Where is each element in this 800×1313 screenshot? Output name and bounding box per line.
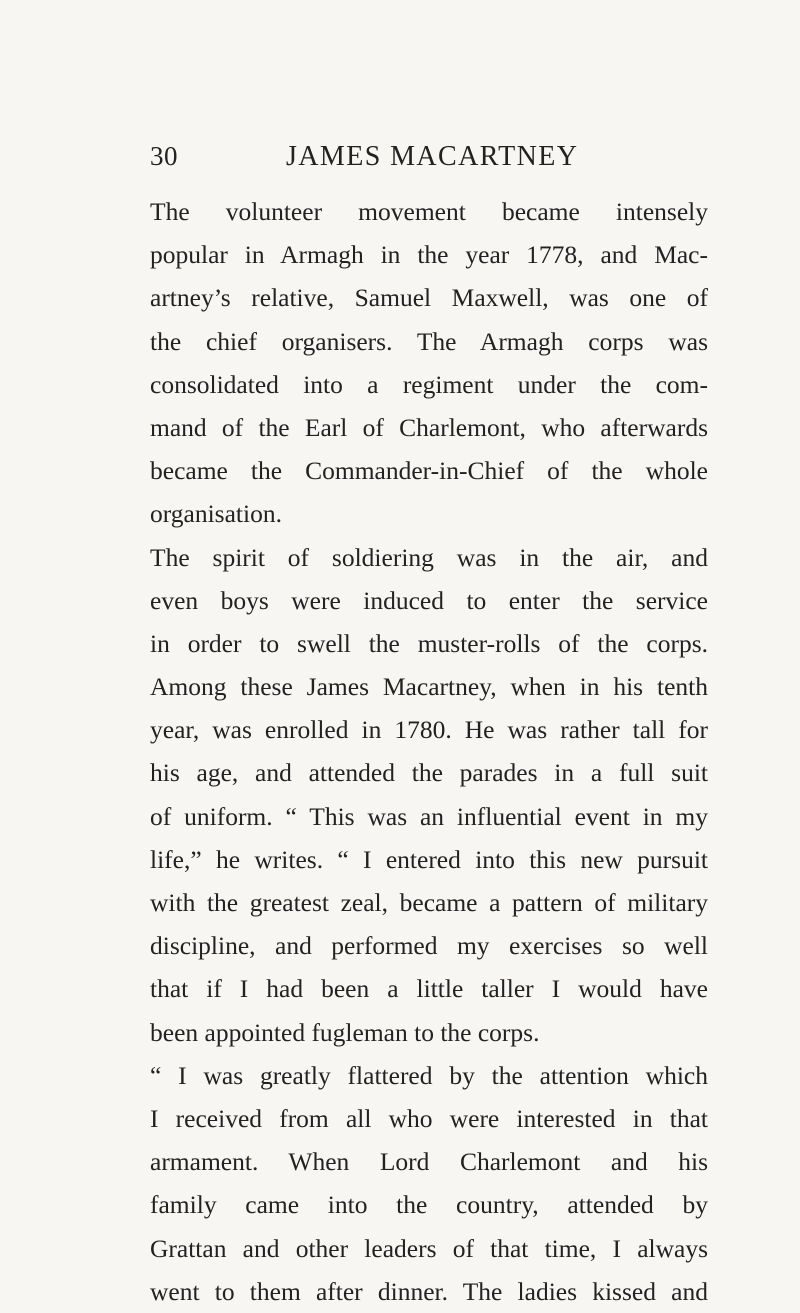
text-line: year, was enrolled in 1780. He was rather tall for bbox=[150, 715, 708, 745]
text-line: popular in Armagh in the year 1778, and Mac- bbox=[150, 240, 708, 270]
text-line: The spirit of soldiering was in the air, and bbox=[150, 542, 708, 572]
text-line: Among these James Macartney, when in his tenth bbox=[150, 672, 708, 702]
text-line: armament. When Lord Charlemont and his bbox=[150, 1147, 708, 1177]
text-line: been appointed fugleman to the corps. bbox=[150, 1017, 540, 1047]
text-line: I received from all who were interested in that bbox=[150, 1103, 708, 1133]
text-line: became the Commander-in-Chief of the whole bbox=[150, 456, 708, 486]
text-line: even boys were induced to enter the service bbox=[150, 585, 708, 615]
body-text bbox=[150, 190, 708, 1313]
running-head: JAMES MACARTNEY bbox=[286, 141, 579, 172]
text-line: mand of the Earl of Charlemont, who afterwards bbox=[150, 412, 708, 442]
page-header bbox=[150, 141, 710, 179]
text-line: discipline, and performed my exercises so well bbox=[150, 931, 708, 961]
text-line: his age, and attended the parades in a full suit bbox=[150, 758, 708, 788]
text-line: life,” he writes. “ I entered into this new pursuit bbox=[150, 844, 708, 874]
text-line: that if I had been a little taller I would have bbox=[150, 974, 708, 1004]
text-line: consolidated into a regiment under the com- bbox=[150, 369, 708, 399]
text-line: went to them after dinner. The ladies kissed and bbox=[150, 1276, 708, 1306]
text-line: family came into the country, attended by bbox=[150, 1190, 708, 1220]
text-line: artney’s relative, Samuel Maxwell, was one of bbox=[150, 283, 708, 313]
text-line: Grattan and other leaders of that time, I always bbox=[150, 1233, 708, 1263]
text-line: the chief organisers. The Armagh corps was bbox=[150, 326, 708, 356]
text-line: of uniform. “ This was an influential event in my bbox=[150, 801, 708, 831]
text-line: with the greatest zeal, became a pattern of military bbox=[150, 888, 708, 917]
text-line: in order to swell the muster-rolls of the corps. bbox=[150, 628, 708, 658]
text-line: organisation. bbox=[150, 499, 282, 529]
text-line: The volunteer movement became intensely bbox=[150, 197, 708, 226]
text-line: “ I was greatly flattered by the attention which bbox=[150, 1060, 708, 1090]
page-number: 30 bbox=[150, 141, 178, 171]
